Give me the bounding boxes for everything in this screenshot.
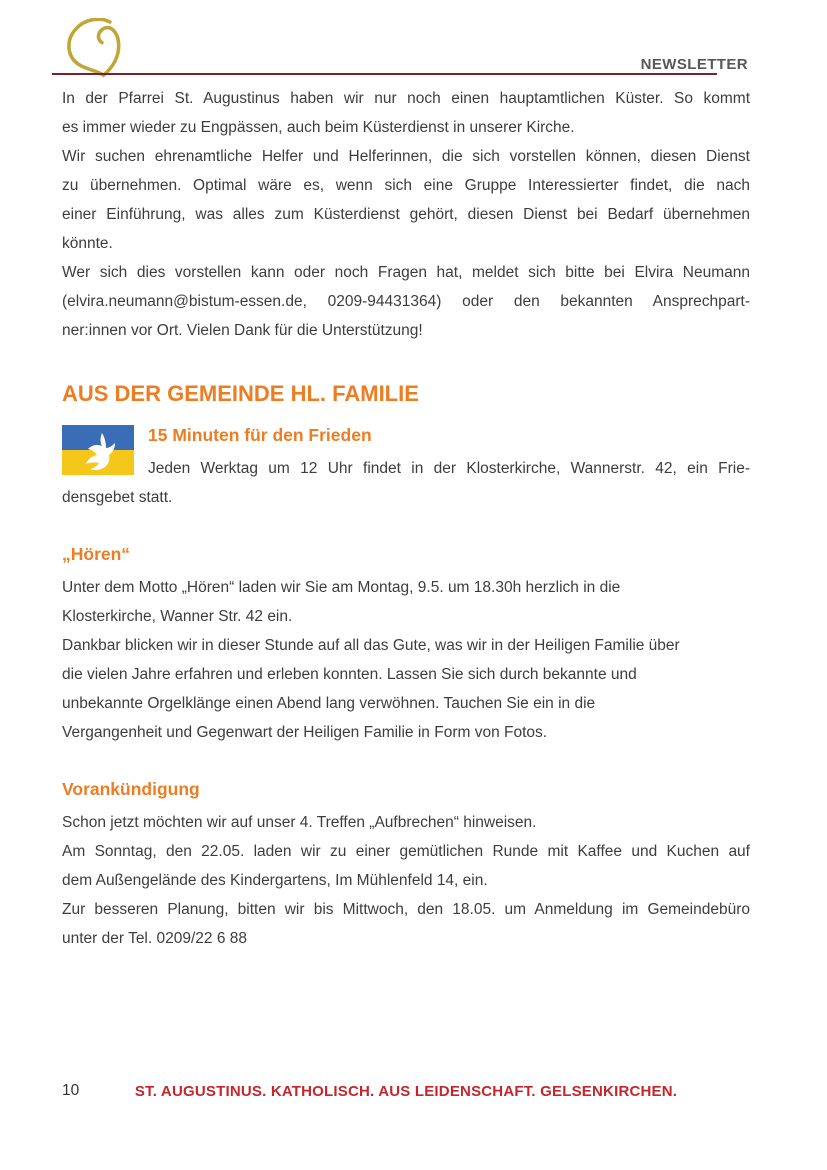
page-footer xyxy=(62,1082,750,1106)
frieden-paragraph xyxy=(62,454,750,512)
hoeren-paragraph-1 xyxy=(62,573,750,631)
text-line: (elvira.neumann@bistum-essen.de, 0209-94431364) oder den bekannten Ansprechpart- xyxy=(62,293,750,310)
heart-logo-icon xyxy=(48,18,140,80)
page-number: 10 xyxy=(62,1082,80,1099)
text-line: Unter dem Motto „Hören“ laden wir Sie am Montag, 9.5. um 18.30h herzlich in die xyxy=(62,579,621,596)
subsection-title-frieden: 15 Minuten für den Frieden xyxy=(148,425,372,445)
text-line: ner:innen vor Ort. Vielen Dank für die Unterstützung! xyxy=(62,322,423,339)
frieden-section xyxy=(62,423,750,512)
hoeren-paragraph-2 xyxy=(62,631,750,747)
subsection-title-hoeren: „Hören“ xyxy=(62,544,131,564)
intro-paragraph-3 xyxy=(62,258,750,345)
intro-paragraph-1 xyxy=(62,84,750,142)
text-line: Dankbar blicken wir in dieser Stunde auf all das Gute, was wir in der Heiligen Familie über xyxy=(62,637,680,654)
text-line: es immer wieder zu Engpässen, auch beim Küsterdienst in unserer Kirche. xyxy=(62,119,575,136)
text-line: einer Einführung, was alles zum Küsterdienst gehört, diesen Dienst bei Bedarf übernehmen xyxy=(62,206,750,223)
text-line: Schon jetzt möchten wir auf unser 4. Treffen „Aufbrechen“ hinweisen. xyxy=(62,814,537,831)
text-line: Zur besseren Planung, bitten wir bis Mittwoch, den 18.05. um Anmeldung im Gemeindebüro xyxy=(62,901,750,918)
vorankuendigung-paragraph-3 xyxy=(62,895,750,953)
page-content xyxy=(62,84,750,953)
text-line: zu übernehmen. Optimal wäre es, wenn sich eine Gruppe Interessierter findet, die nach xyxy=(62,177,750,194)
text-line: Am Sonntag, den 22.05. laden wir zu einer gemütlichen Runde mit Kaffee und Kuchen auf xyxy=(62,843,750,860)
text-line: Jeden Werktag um 12 Uhr findet in der Klosterkirche, Wannerstr. 42, ein Frie- xyxy=(148,460,750,477)
section-title-gemeinde: AUS DER GEMEINDE HL. FAMILIE xyxy=(62,381,419,406)
footer-motto: ST. AUGUSTINUS. KATHOLISCH. AUS LEIDENSCHAFT. GELSENKIRCHEN. xyxy=(134,1083,678,1100)
text-line: dem Außengelände des Kindergartens, Im Mühlenfeld 14, ein. xyxy=(62,872,488,889)
intro-paragraph-2 xyxy=(62,142,750,258)
text-line: densgebet statt. xyxy=(62,489,173,506)
vorankuendigung-paragraph-2 xyxy=(62,837,750,895)
vorankuendigung-section xyxy=(62,777,750,953)
text-line: Wir suchen ehrenamtliche Helfer und Helferinnen, die sich vorstellen können, diesen Dienst xyxy=(62,148,750,165)
text-line: In der Pfarrei St. Augustinus haben wir nur noch einen hauptamtlichen Küster. So kommt xyxy=(62,90,750,107)
newsletter-label: NEWSLETTER xyxy=(640,56,748,73)
text-line: unter der Tel. 0209/22 6 88 xyxy=(62,930,247,947)
text-line: Klosterkirche, Wanner Str. 42 ein. xyxy=(62,608,293,625)
hoeren-section xyxy=(62,542,750,747)
vorankuendigung-paragraph-1 xyxy=(62,808,750,837)
subsection-title-vorankuendigung: Vorankündigung xyxy=(62,779,200,799)
text-line: könnte. xyxy=(62,235,113,252)
text-line: unbekannte Orgelklänge einen Abend lang verwöhnen. Tauchen Sie ein in die xyxy=(62,695,596,712)
text-line: Vergangenheit und Gegenwart der Heiligen Familie in Form von Fotos. xyxy=(62,724,548,741)
header-rule xyxy=(52,73,717,75)
ukraine-flag-peace-dove-icon xyxy=(62,425,134,475)
text-line: Wer sich dies vorstellen kann oder noch Fragen hat, meldet sich bitte bei Elvira Neumann xyxy=(62,264,750,281)
text-line: die vielen Jahre erfahren und erleben konnten. Lassen Sie sich durch bekannte und xyxy=(62,666,637,683)
